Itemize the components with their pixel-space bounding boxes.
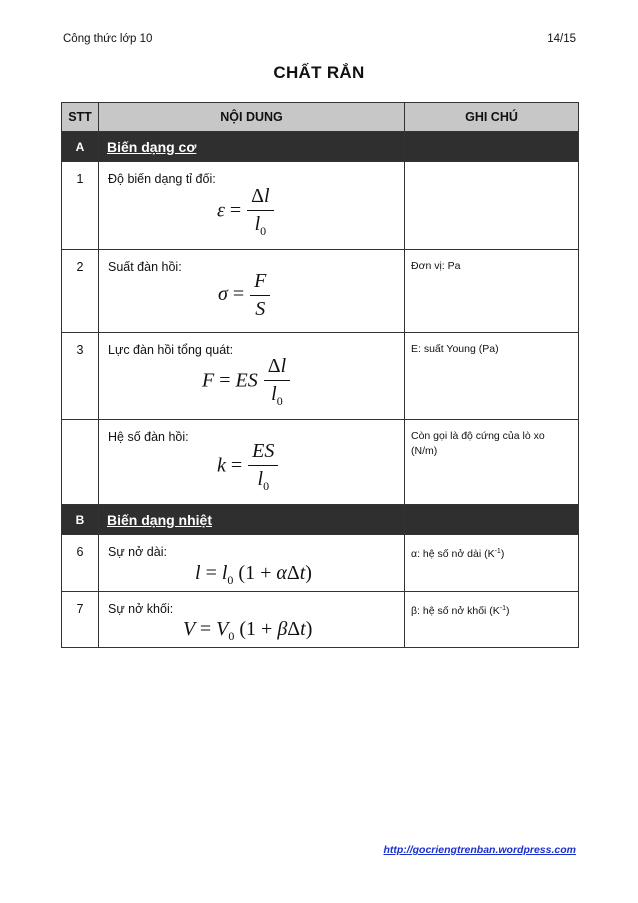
table-row — [62, 162, 579, 250]
page-title: CHẤT RẮN — [273, 63, 365, 82]
row-label: Hệ số đàn hồi: — [108, 430, 189, 444]
row-number: 7 — [62, 592, 99, 648]
column-header-note: GHI CHÚ — [405, 103, 579, 132]
row-number: 2 — [62, 250, 99, 333]
formula-volume-expansion: $V = V_0$ (1 + βΔt) — [183, 618, 313, 643]
row-note: β: hệ số nở khối $(K^{-1})$ — [405, 592, 579, 648]
formula-elastic-force: F = ES $\frac{\Delta l}{l_0}$ — [202, 355, 290, 409]
column-header-stt: STT — [62, 103, 99, 132]
page-number: 14/15 — [547, 33, 576, 45]
section-name: Biến dạng nhiệt — [99, 505, 405, 535]
formula-stiffness: k = $\frac{ES}{l_0}$ — [217, 440, 278, 494]
footer-url-link[interactable]: http://gocriengtrenban.wordpress.com — [383, 844, 576, 856]
formula-relative-strain: ε = $\frac{\Delta l}{l_0}$ — [217, 185, 274, 239]
column-header-content: NỘI DUNG — [99, 103, 405, 132]
section-code: B — [62, 505, 99, 535]
table-row — [62, 250, 579, 333]
row-number — [62, 420, 99, 505]
row-label: Sự nở khối: — [108, 602, 174, 616]
formula-table — [61, 102, 579, 648]
row-number: 1 — [62, 162, 99, 250]
row-note — [405, 162, 579, 250]
row-note: E: suất Young (Pa) — [405, 333, 579, 420]
section-row-b — [62, 505, 579, 535]
section-name: Biến dạng cơ — [99, 132, 405, 162]
table-row — [62, 592, 579, 648]
row-label: Độ biến dạng tỉ đối: — [108, 172, 216, 186]
table-row — [62, 535, 579, 592]
row-label: Suất đàn hồi: — [108, 260, 182, 274]
section-code: A — [62, 132, 99, 162]
table-row — [62, 333, 579, 420]
header-subject: Công thức lớp 10 — [63, 33, 153, 45]
formula-linear-expansion: $l = l_0$ (1 + αΔt) — [195, 562, 312, 587]
row-note: Còn gọi là độ cứng của lò xo (N/m) — [405, 420, 579, 505]
table-header-row — [62, 103, 579, 132]
row-label: Sự nở dài: — [108, 545, 167, 559]
row-note: Đơn vị: Pa — [405, 250, 579, 333]
row-number: 3 — [62, 333, 99, 420]
row-note: α: hệ số nở dài $(K^{-1})$ — [405, 535, 579, 592]
row-label: Lực đàn hồi tổng quát: — [108, 343, 234, 357]
table-row — [62, 420, 579, 505]
formula-elastic-modulus: σ = $\frac{F}{S}$ — [218, 270, 270, 321]
row-number: 6 — [62, 535, 99, 592]
section-row-a — [62, 132, 579, 162]
